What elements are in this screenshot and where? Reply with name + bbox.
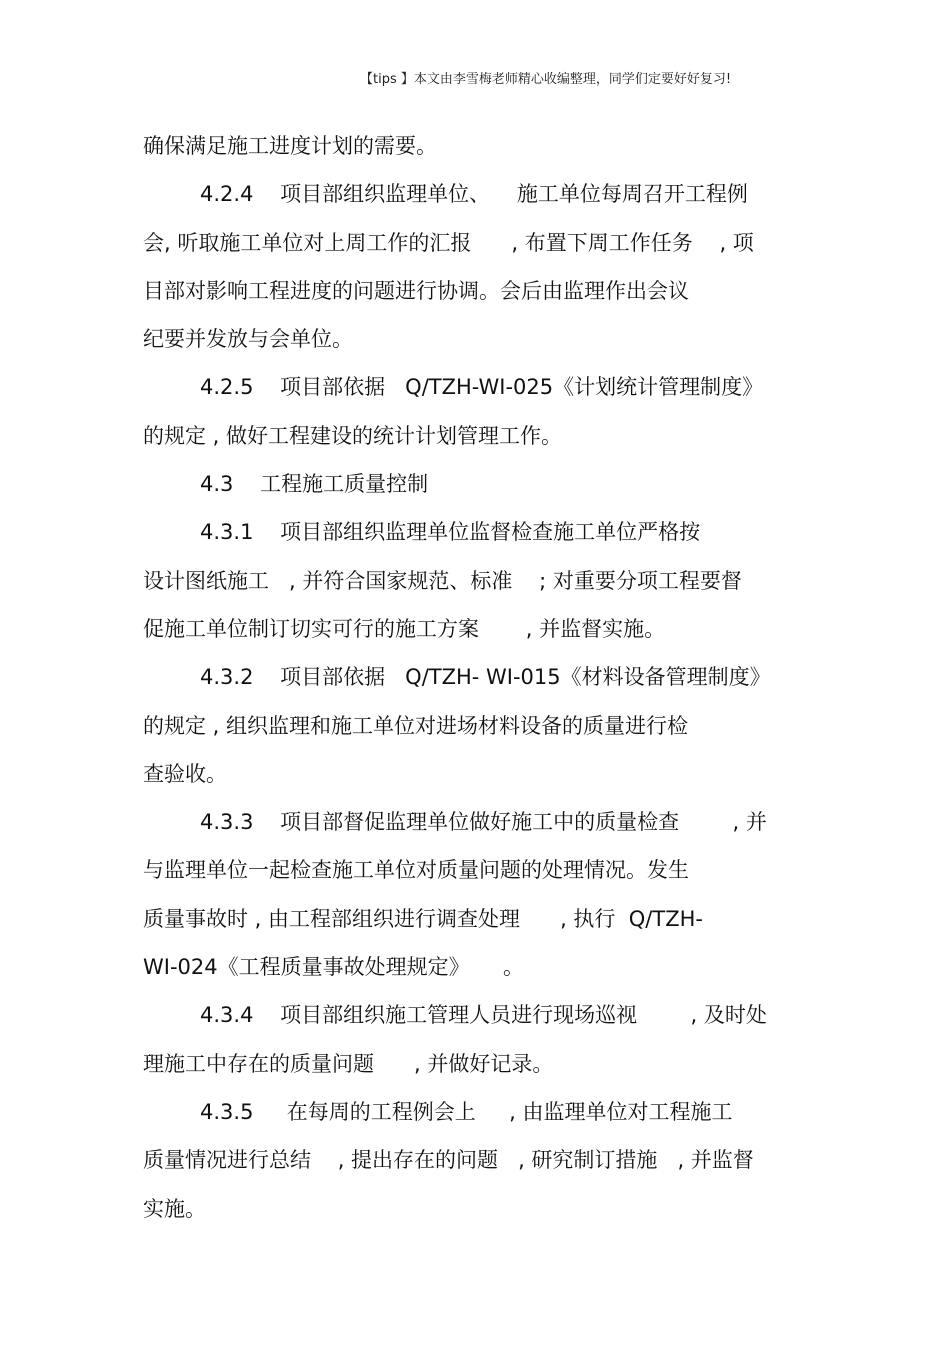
- document-line: 质量事故时 , 由工程部组织进行调查处理 , 执行 Q/TZH-: [143, 906, 703, 931]
- document-line: 4.3 工程施工质量控制: [200, 472, 429, 497]
- document-line: 质量情况进行总结 , 提出存在的问题 , 研究制订措施 , 并监督: [143, 1148, 754, 1173]
- document-line: 4.2.5 项目部依据 Q/TZH-WI-025《计划统计管理制度》: [200, 375, 764, 400]
- document-line: 会, 听取施工单位对上周工作的汇报 , 布置下周工作任务 , 项: [143, 230, 754, 255]
- document-line: 4.3.2 项目部依据 Q/TZH- WI-015《材料设备管理制度》: [200, 665, 771, 690]
- document-line: 实施。: [143, 1196, 206, 1221]
- document-line: 与监理单位一起检查施工单位对质量问题的处理情况。发生: [143, 858, 689, 883]
- document-line: 的规定 , 做好工程建设的统计计划管理工作。: [143, 423, 563, 448]
- document-line: WI-024《工程质量事故处理规定》 。: [143, 955, 524, 980]
- document-line: 设计图纸施工 , 并符合国家规范、标准 ; 对重要分项工程要督: [143, 568, 742, 593]
- document-line: 查验收。: [143, 761, 227, 786]
- document-line: 4.3.4 项目部组织施工管理人员进行现场巡视 , 及时处: [200, 1003, 767, 1028]
- document-line: 促施工单位制订切实可行的施工方案 , 并监督实施。: [143, 616, 666, 641]
- header-tips-note: 【tips 】本文由李雪梅老师精心收编整理，同学们定要好好复习!: [360, 72, 732, 87]
- document-line: 4.3.1 项目部组织监理单位监督检查施工单位严格按: [200, 520, 701, 545]
- document-line: 纪要并发放与会单位。: [143, 327, 353, 352]
- document-line: 的规定 , 组织监理和施工单位对进场材料设备的质量进行检: [143, 713, 689, 738]
- document-line: 目部对影响工程进度的问题进行协调。会后由监理作出会议: [143, 278, 689, 303]
- document-line: 4.3.3 项目部督促监理单位做好施工中的质量检查 , 并: [200, 810, 767, 835]
- document-line: 理施工中存在的质量问题 , 并做好记录。: [143, 1051, 554, 1076]
- document-line: 确保满足施工进度计划的需要。: [143, 134, 437, 158]
- document-body: [143, 122, 823, 1233]
- document-line: 4.3.5 在每周的工程例会上 , 由监理单位对工程施工: [200, 1099, 733, 1124]
- document-line: 4.2.4 项目部组织监理单位、 施工单位每周召开工程例: [200, 182, 748, 207]
